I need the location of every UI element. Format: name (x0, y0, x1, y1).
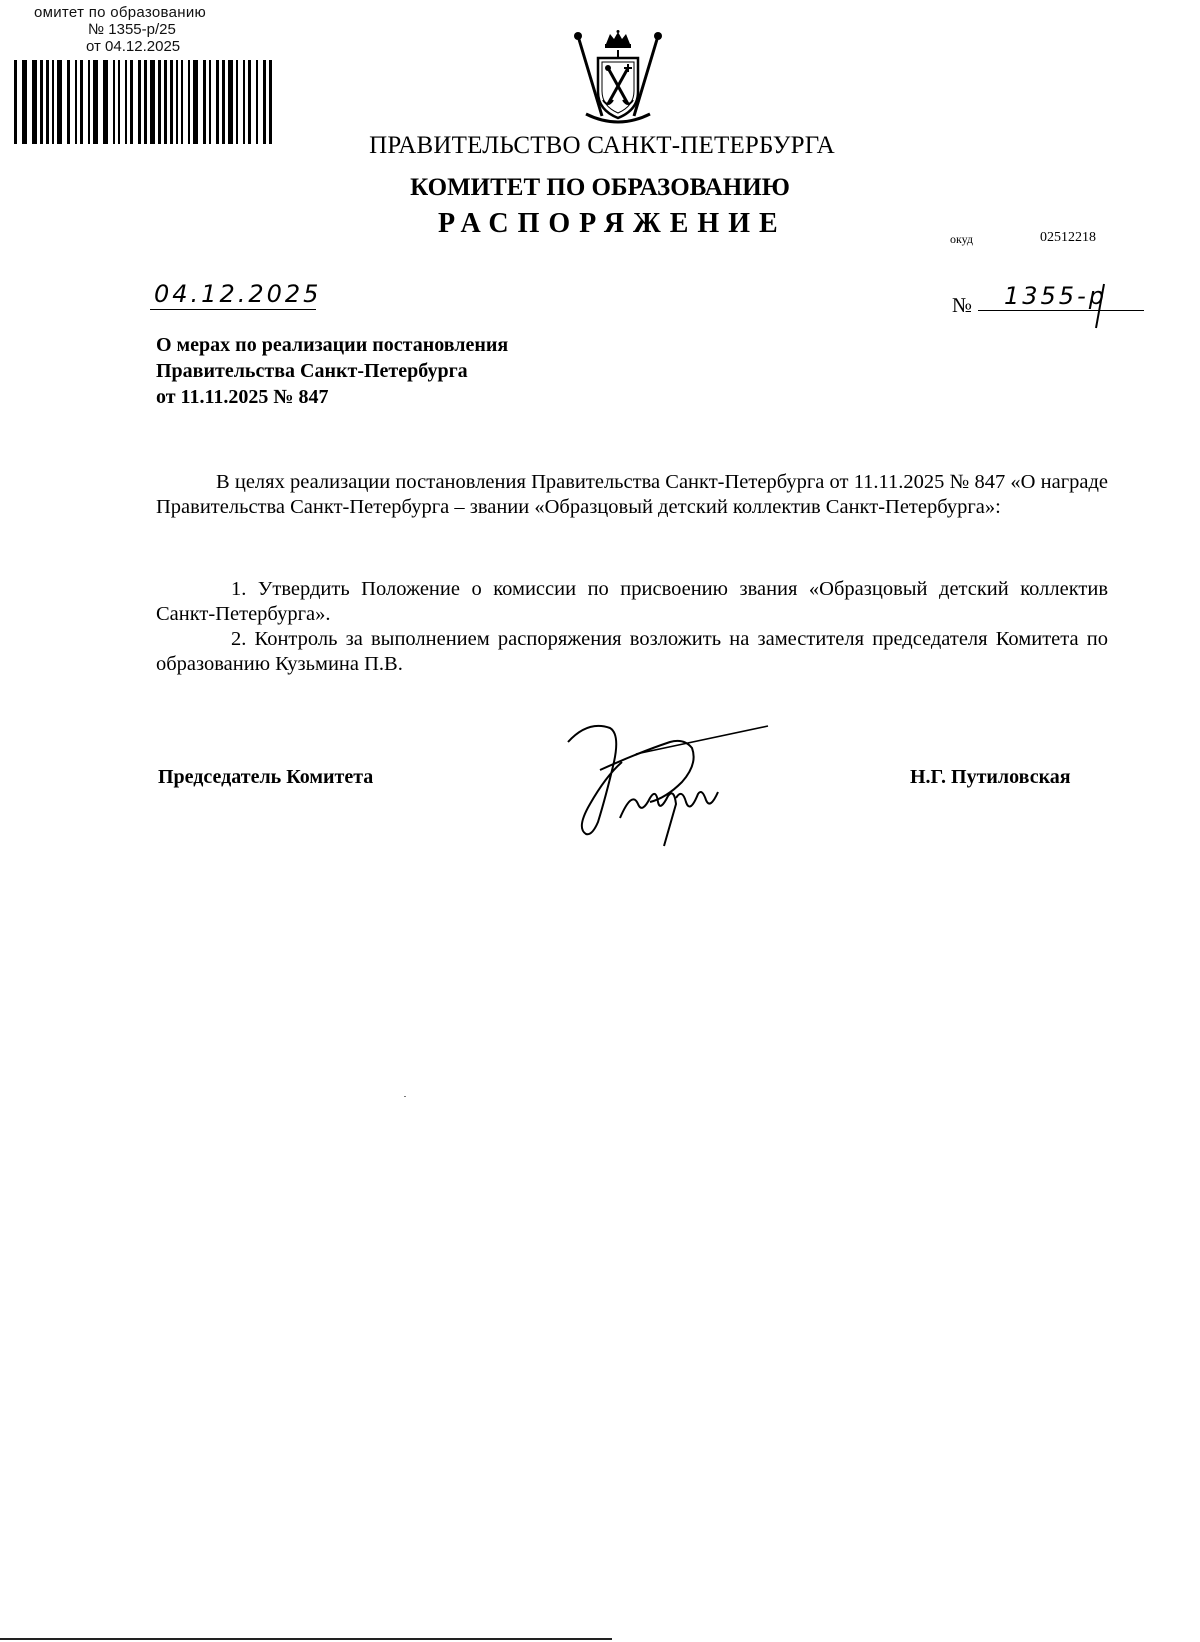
signatory-name: Н.Г. Путиловская (910, 766, 1071, 788)
date-underline (150, 309, 316, 310)
registration-stamp-date: от 04.12.2025 (86, 38, 181, 55)
coat-of-arms-emblem (572, 30, 664, 126)
number-sign: № (952, 293, 973, 317)
handwritten-number: 1355-р (1004, 282, 1107, 310)
document-subject (156, 332, 508, 410)
subject-line: Правительства Санкт-Петербурга (156, 360, 468, 382)
committee-name: КОМИТЕТ ПО ОБРАЗОВАНИЮ (410, 174, 790, 201)
okud-code: 02512218 (1040, 230, 1096, 245)
subject-line: О мерах по реализации постановления (156, 334, 509, 356)
document-type-title: РАСПОРЯЖЕНИЕ (438, 208, 787, 239)
subject-line: от 11.11.2025 № 847 (156, 386, 329, 408)
order-item: 2. Контроль за выполнением распоряжения возложить на заместителя председателя Комитета по образованию Кузьмина П.В. (156, 628, 1108, 675)
scan-edge-line (0, 1638, 612, 1640)
registration-stamp (34, 4, 274, 55)
registration-stamp-organization: омитет по образованию (34, 4, 207, 21)
order-item: 1. Утвердить Положение о комиссии по присвоению звания «Образцовый детский коллектив Санкт-Петербурга». (156, 578, 1108, 625)
handwritten-date: 04.12.2025 (154, 280, 322, 308)
handwritten-signature (560, 718, 790, 854)
signatory-position: Председатель Комитета (158, 766, 374, 788)
government-name: ПРАВИТЕЛЬСТВО САНКТ-ПЕТЕРБУРГА (369, 132, 835, 159)
registration-stamp-number: № 1355-р/25 (88, 21, 176, 38)
handwritten-number-stroke (1090, 280, 1120, 330)
order-items (156, 577, 1108, 677)
scan-speck (404, 1096, 406, 1097)
preamble-paragraph: В целях реализации постановления Правительства Санкт-Петербурга от 11.11.2025 № 847 «О награде Правительства Санкт-Петербурга – звании «Образцовый детский коллектив Санкт-Петербурга»: (156, 471, 1108, 518)
okud-label: окуд (950, 232, 974, 246)
